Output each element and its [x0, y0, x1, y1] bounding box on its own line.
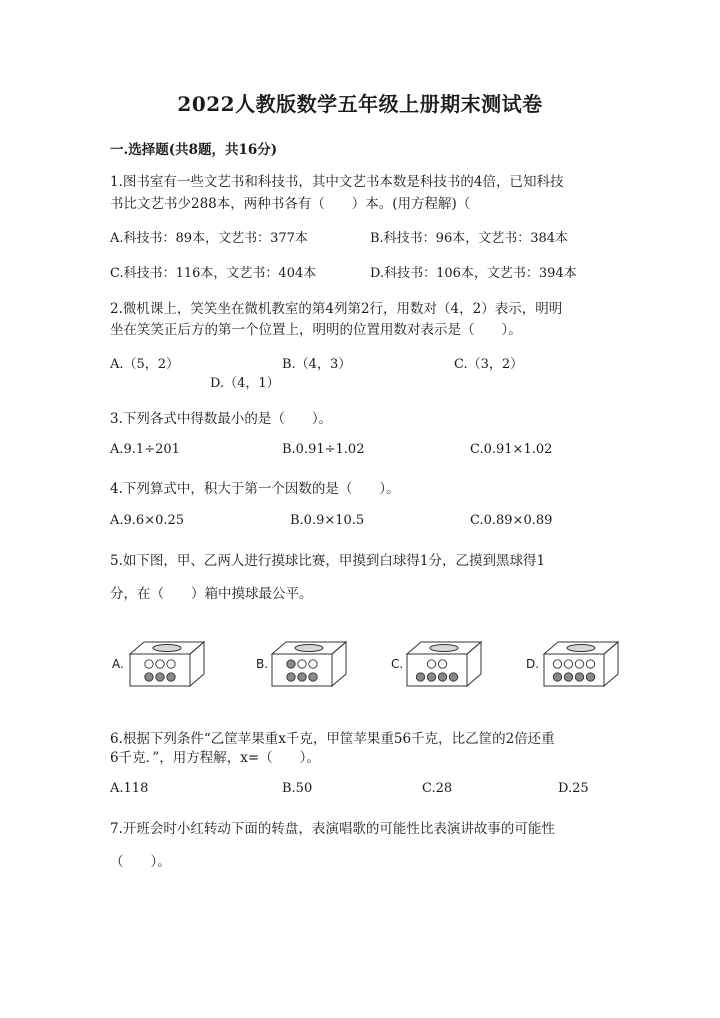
box-opening	[430, 645, 458, 652]
q6-option-d[interactable]: D.25	[558, 781, 589, 796]
q5-text-line2: 分，在（ ）箱中摸球最公平。	[110, 586, 313, 602]
page-title: 2022人教版数学五年级上册期末测试卷	[177, 92, 543, 116]
black-ball	[586, 673, 594, 681]
box-opening	[153, 645, 181, 652]
white-ball	[564, 660, 572, 668]
black-ball	[575, 673, 583, 681]
q3-option-c[interactable]: C.0.91×1.02	[470, 442, 553, 457]
black-ball	[156, 673, 164, 681]
q3-option-b[interactable]: B.0.91÷1.02	[282, 442, 365, 457]
box-label-d[interactable]: D.	[526, 657, 540, 671]
box-side-face	[604, 642, 618, 686]
white-ball	[427, 660, 435, 668]
black-ball	[298, 673, 306, 681]
black-ball	[564, 673, 572, 681]
black-ball	[167, 673, 175, 681]
q1-option-a[interactable]: A.科技书：89本，文艺书：377本	[110, 231, 308, 246]
section-heading: 一.选择题(共8题，共16分)	[110, 142, 278, 158]
black-ball	[553, 673, 561, 681]
white-ball	[145, 660, 153, 668]
box-side-face	[332, 642, 346, 686]
q1-text-line1: 1.图书室有一些文艺书和科技书，其中文艺书本数是科技书的4倍，已知科技	[110, 174, 564, 190]
white-ball	[167, 660, 175, 668]
q7-text-line2: （ ）。	[110, 854, 171, 870]
box-front-face	[407, 654, 467, 686]
white-ball	[553, 660, 561, 668]
q6-option-a[interactable]: A.118	[110, 781, 149, 796]
ball-box-c[interactable]	[405, 640, 485, 688]
black-ball	[427, 673, 435, 681]
box-opening	[567, 645, 595, 652]
black-ball	[449, 673, 457, 681]
q1-option-c[interactable]: C.科技书：116本，文艺书：404本	[110, 266, 317, 281]
box-opening	[295, 645, 323, 652]
black-ball	[416, 673, 424, 681]
q1-option-b[interactable]: B.科技书：96本，文艺书：384本	[370, 231, 569, 246]
white-ball	[309, 660, 317, 668]
ball-box-a[interactable]	[128, 640, 208, 688]
ball-box-d[interactable]	[542, 640, 622, 688]
q2-option-b[interactable]: B.（4，3）	[282, 357, 352, 372]
q4-option-a[interactable]: A.9.6×0.25	[110, 513, 185, 528]
q5-text-line1: 5.如下图，甲、乙两人进行摸球比赛，甲摸到白球得1分，乙摸到黑球得1	[110, 553, 546, 569]
box-label-c[interactable]: C.	[391, 657, 404, 671]
black-ball	[438, 673, 446, 681]
black-ball	[287, 673, 295, 681]
black-ball	[145, 673, 153, 681]
white-ball	[156, 660, 164, 668]
q2-text-line2: 坐在笑笑正后方的第一个位置上，明明的位置用数对表示是（ ）。	[110, 322, 522, 338]
white-ball	[575, 660, 583, 668]
black-ball	[287, 660, 295, 668]
q6-option-b[interactable]: B.50	[282, 781, 313, 796]
q3-option-a[interactable]: A.9.1÷201	[110, 442, 180, 457]
white-ball	[586, 660, 594, 668]
white-ball	[298, 660, 306, 668]
q6-text-line2: 6千克．”，用方程解，x=（ ）。	[110, 750, 320, 766]
box-label-a[interactable]: A.	[112, 657, 124, 671]
box-side-face	[190, 642, 204, 686]
q6-text-line1: 6.根据下列条件“乙筐苹果重x千克，甲筐苹果重56千克，比乙筐的2倍还重	[110, 731, 555, 747]
q1-text-line2: 书比文艺书少288本，两种书各有（ ）本。(用方程解)（	[110, 196, 471, 212]
q2-option-a[interactable]: A.（5，2）	[110, 357, 180, 372]
q7-text-line1: 7.开班会时小红转动下面的转盘，表演唱歌的可能性比表演讲故事的可能性	[110, 821, 555, 837]
box-side-face	[467, 642, 481, 686]
q2-option-c[interactable]: C.（3，2）	[454, 357, 524, 372]
box-label-b[interactable]: B.	[256, 657, 269, 671]
q6-option-c[interactable]: C.28	[422, 781, 453, 796]
black-ball	[309, 673, 317, 681]
box-front-face	[544, 654, 604, 686]
q3-text: 3.下列各式中得数最小的是（ ）。	[110, 411, 333, 427]
q4-text: 4.下列算式中，积大于第一个因数的是（ ）。	[110, 481, 400, 497]
q2-option-d[interactable]: D.（4，1）	[210, 376, 280, 391]
q4-option-b[interactable]: B.0.9×10.5	[290, 513, 365, 528]
q1-option-d[interactable]: D.科技书：106本，文艺书：394本	[370, 266, 577, 281]
q4-option-c[interactable]: C.0.89×0.89	[470, 513, 553, 528]
ball-box-b[interactable]	[270, 640, 350, 688]
q2-text-line1: 2.微机课上，笑笑坐在微机教室的第4列第2行，用数对（4，2）表示，明明	[110, 301, 563, 317]
white-ball	[438, 660, 446, 668]
